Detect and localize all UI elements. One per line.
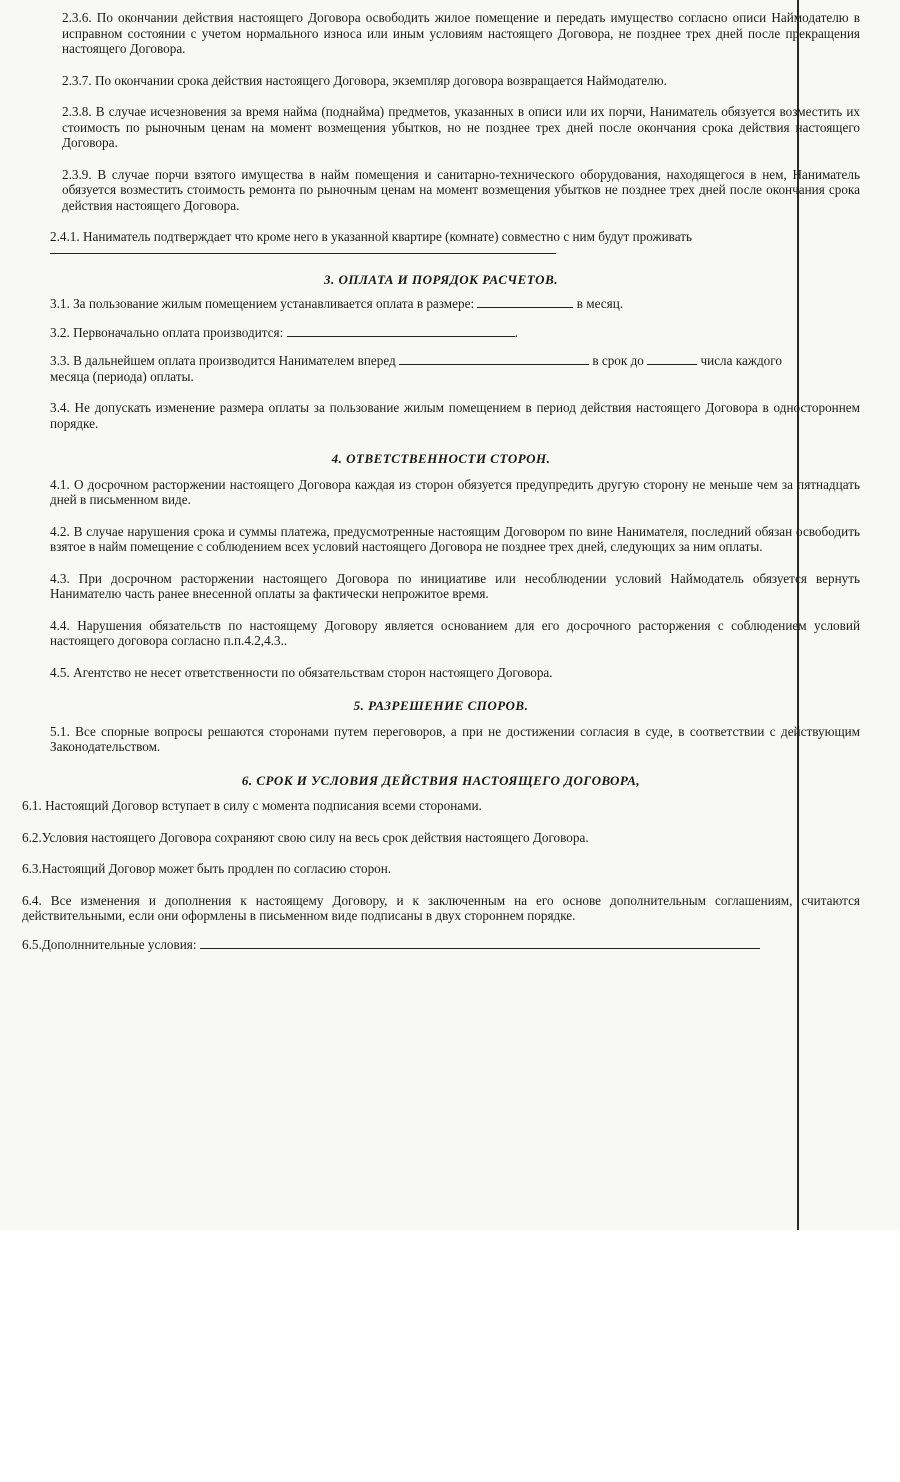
clause-2-4-1: 2.4.1. Наниматель подтверждает что кроме него в указанной квартире (комнате) совместно с ним будут проживать [50,229,692,244]
clause-4-5: 4.5. Агентство не несет ответственности по обязательствам сторон настоящего Договора. [50,664,553,680]
section-3-heading: 3. ОПЛАТА И ПОРЯДОК РАСЧЕТОВ. [324,271,558,287]
clause-4-2: 4.2. В случае нарушения срока и суммы платежа, предусмотренные настоящим Договором по вине Нанимателя, последний обязан освободить взятое в найм помещение с соблюдением всех условий настоящего Договора не позднее трех дней, следующих за ним оплаты. [50,523,860,554]
payment-day-blank [647,352,697,365]
clause-4-3: 4.3. При досрочном расторжении настоящего Договора по инициативе или несоблюдении условий Наймодатель обязуется вернуть Нанимателю часть ранее внесенной оплаты за фактически непрожитое время. [50,570,860,601]
clause-6-5 [22,936,860,953]
clause-3-3 [22,352,860,384]
clause-3-4: 3.4. Не допускать изменение размера оплаты за пользование жилым помещением в период действия настоящего Договора в одностороннем порядке. [50,400,860,431]
additional-terms-blank [200,936,760,949]
payment-amount-blank [477,295,573,308]
clause-6-3: 6.3.Настоящий Договор может быть продлен по согласию сторон. [22,861,392,876]
clause-6-4: 6.4. Все изменения и дополнения к настоящему Договору, и к заключенным на его основе дополнительным соглашениям, считаются действительными, если они оформлены в письменном виде подписаны в двух стороннем порядке. [22,892,860,923]
clause-3-2-suffix: . [514,324,518,340]
clause-4-1: 4.1. О досрочном расторжении настоящего Договора каждая из сторон обязуется предупредить другую сторону не меньше чем за пятнадцать дней в письменном виде. [50,476,860,507]
initial-payment-blank [287,324,515,337]
section-4-heading: 4. ОТВЕТСТВЕННОСТИ СТОРОН. [331,451,551,466]
clause-2-3-8: 2.3.8. В случае исчезновения за время найма (поднайма) предметов, указанных в описи или их порчи, Наниматель обязуется возместить их стоимость по рыночным ценам на момент возмещения убытков, но не позднее трех дней после окончания срока действия настоящего Договора. [62,104,860,150]
contract-text [22,8,860,952]
advance-payment-blank [399,352,589,365]
clause-6-2: 6.2.Условия настоящего Договора сохраняют свою силу на весь срок действия настоящего Договора. [22,829,589,845]
clause-2-3-6: 2.3.6. По окончании действия настоящего Договора освободить жилое помещение и передать имущество согласно описи Наймодателю в исправном состоянии с учетом нормального износа или иным условиям настоящего Договора, не позднее трех дней после прекращения настоящего Договора. [62,10,860,56]
clause-6-5-text: 6.5.Дополннительные условия: [22,936,197,952]
clause-3-3-text: 3.3. В дальнейшем оплата производится Нанимателем вперед [50,353,396,368]
clause-3-3-term: в срок до [592,353,644,368]
clause-3-3-each: числа каждого [700,353,782,368]
clause-3-1 [22,295,860,312]
section-5-heading: 5. РАЗРЕШЕНИЕ СПОРОВ. [353,698,529,713]
clause-2-3-9: 2.3.9. В случае порчи взятого имущества в найм помещения и санитарно-технического оборудования, находящегося в нем, Наниматель обязуется возместить стоимость ремонта по рыночным ценам на момент возмещения убытков не позднее трех дней после окончания срока действия настоящего Договора. [62,166,860,213]
clause-3-1-suffix: в месяц. [576,296,624,311]
clause-6-1: 6.1. Настоящий Договор вступает в силу с момента подписания всеми сторонами. [22,798,482,813]
clause-2-3-7: 2.3.7. По окончании срока действия настоящего Договора, экземпляр договора возвращается Наймодателю. [62,72,667,88]
clause-3-1-text: 3.1. За пользование жилым помещением устанавливается оплата в размере: [50,296,475,311]
clause-4-4: 4.4. Нарушения обязательств по настоящему Договору является основанием для его досрочного расторжения с соблюдением условий настоящего договора согласно п.п.4.2,4.3.. [50,617,860,648]
residents-blank-line [50,253,556,254]
section-6-heading: 6. СРОК И УСЛОВИЯ ДЕЙСТВИЯ НАСТОЯЩЕГО ДОГОВОРА, [241,772,641,788]
clause-3-2-text: 3.2. Первоначально оплата производится: [50,324,284,340]
clause-3-3-period: месяца (периода) оплаты. [50,368,194,384]
clause-3-2 [22,324,860,341]
clause-5-1: 5.1. Все спорные вопросы решаются сторонами путем переговоров, а при не достижении согласия в суде, в соответствии с действующим Законодательством. [50,723,860,754]
